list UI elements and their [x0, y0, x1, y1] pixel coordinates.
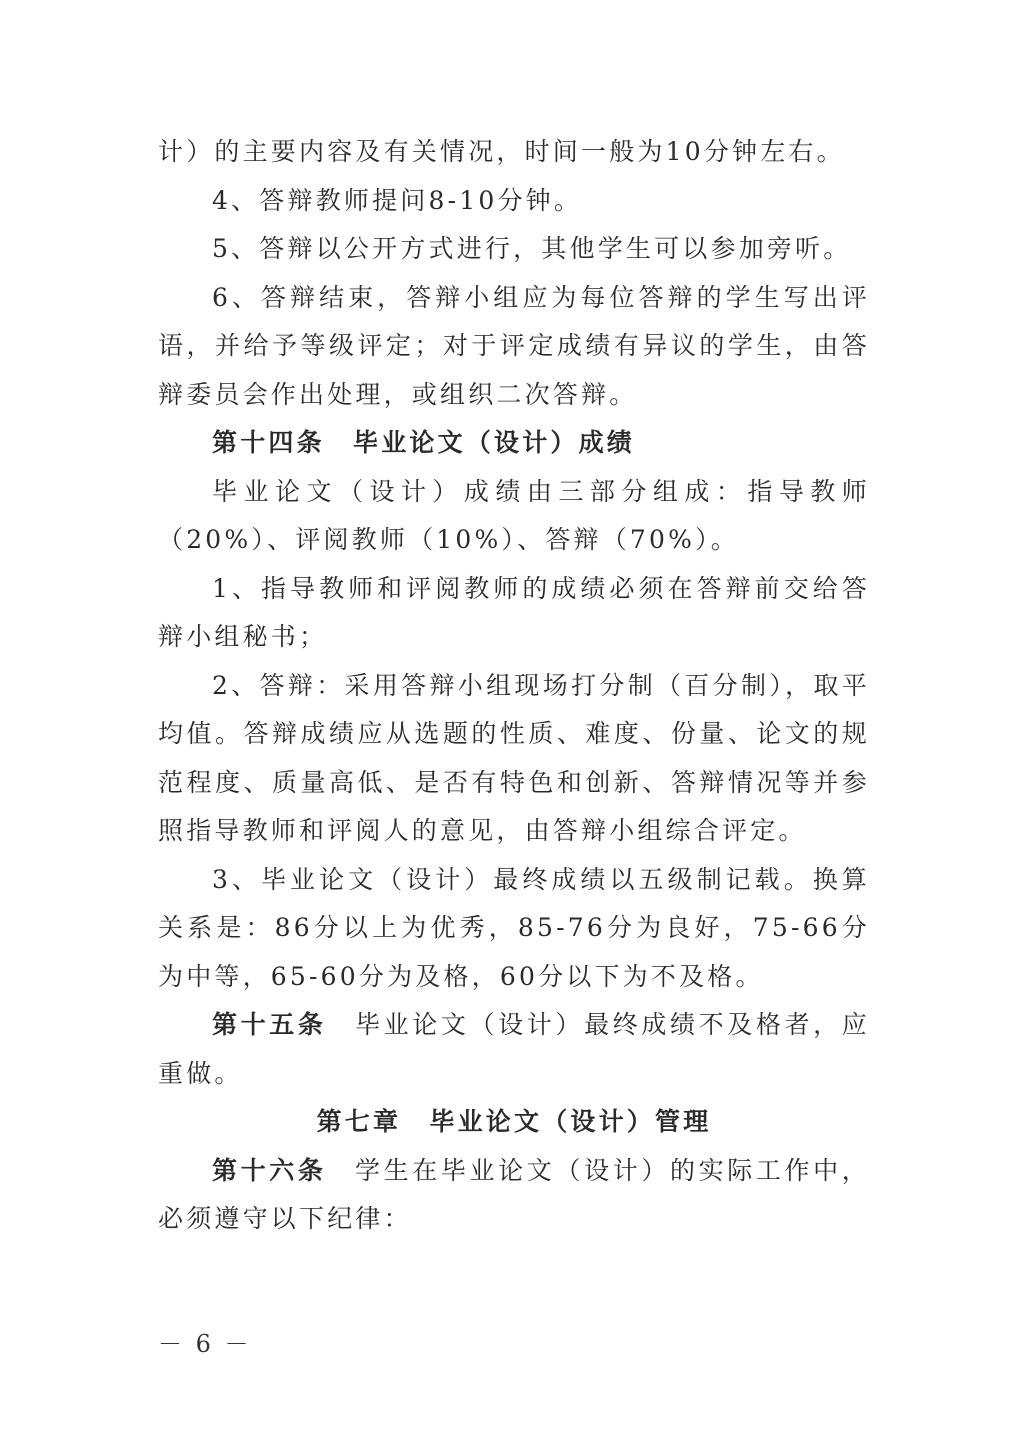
- article-14-heading: 第十四条 毕业论文（设计）成绩: [212, 428, 636, 457]
- article-16-text: 学生在毕业论文（设计）的实际工作中，必须遵守以下纪律：: [158, 1155, 870, 1233]
- article-14-item-3: 3、毕业论文（设计）最终成绩以五级制记载。换算关系是：86分以上为优秀，85-76分为良好，75-66分为中等，65-60分为及格，60分以下为不及格。: [158, 864, 870, 991]
- article-15-text: 毕业论文（设计）最终成绩不及格者，应重做。: [158, 1010, 870, 1088]
- article-14-item-1: 1、指导教师和评阅教师的成绩必须在答辩前交给答辩小组秘书；: [158, 573, 870, 651]
- article-15-label: 第十五条: [212, 1010, 327, 1039]
- paragraph-continuation: 计）的主要内容及有关情况，时间一般为10分钟左右。: [158, 137, 845, 166]
- paragraph-item-5: 5、答辩以公开方式进行，其他学生可以参加旁听。: [212, 234, 852, 263]
- chapter-7-title: 第七章 毕业论文（设计）管理: [316, 1107, 712, 1136]
- page-number: － 6 －: [158, 1330, 252, 1358]
- article-14-intro: 毕业论文（设计）成绩由三部分组成：指导教师（20%）、评阅教师（10%）、答辩（70%）。: [158, 476, 870, 554]
- document-page: [158, 128, 870, 1244]
- paragraph-item-6: 6、答辩结束，答辩小组应为每位答辩的学生写出评语，并给予等级评定；对于评定成绩有异议的学生，由答辩委员会作出处理，或组织二次答辩。: [158, 282, 870, 409]
- article-15: [158, 1001, 870, 1098]
- article-16-label: 第十六条: [212, 1155, 327, 1185]
- paragraph-item-4: 4、答辩教师提问8-10分钟。: [212, 185, 583, 215]
- article-16: [158, 1147, 870, 1244]
- article-14-item-2: 2、答辩：采用答辩小组现场打分制（百分制），取平均值。答辩成绩应从选题的性质、难度、份量、论文的规范程度、质量高低、是否有特色和创新、答辩情况等并参照指导教师和评阅人的意见，由答辩小组综合评定。: [158, 670, 870, 845]
